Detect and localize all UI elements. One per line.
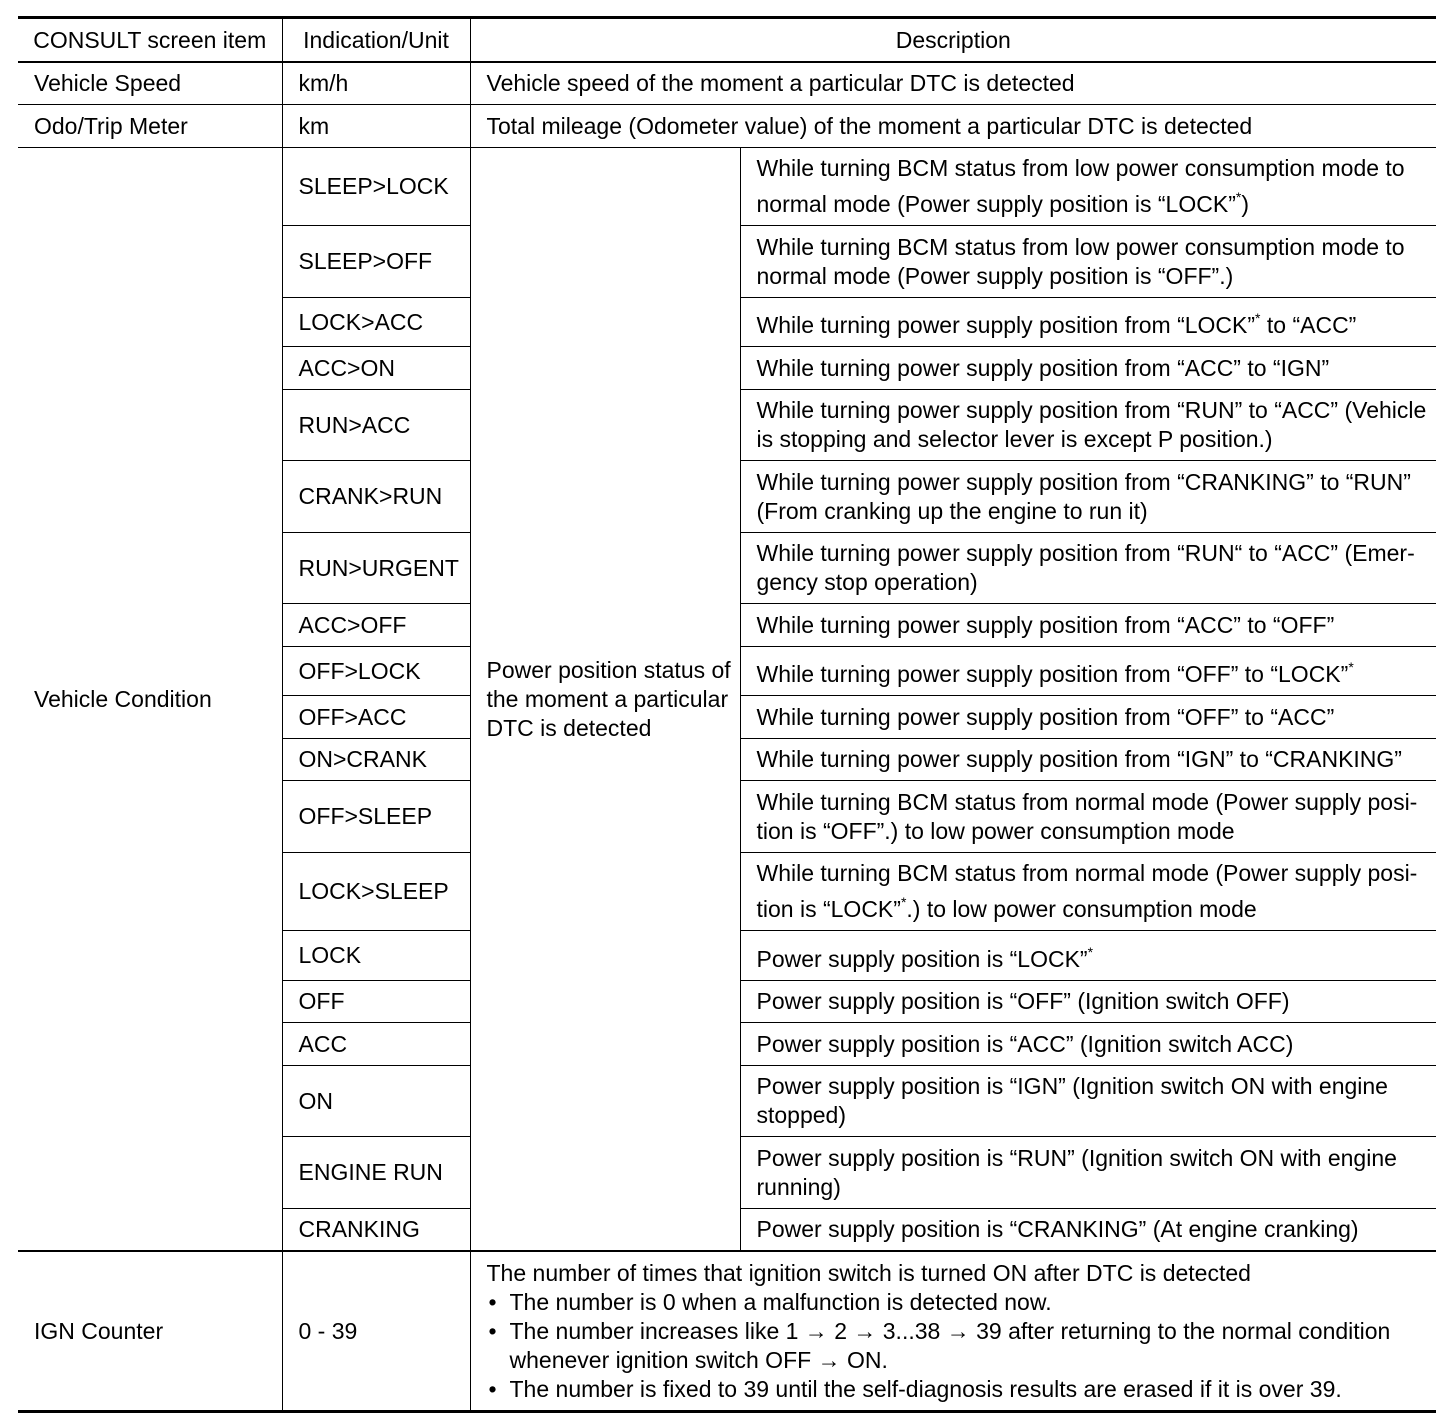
text-line: While turning BCM status from low power consumption mode to (756, 155, 1405, 181)
bullet-item (487, 1288, 1431, 1317)
state-description-cell (740, 532, 1436, 604)
indication-cell: ENGINE RUN (282, 1137, 470, 1209)
text-segment: to “ACC” (1260, 312, 1357, 338)
state-description-cell (740, 461, 1436, 533)
state-description-cell (740, 1065, 1436, 1137)
indication-cell: LOCK (282, 931, 470, 981)
text-line: tion is “OFF”.) to low power consumption mode (756, 817, 1235, 844)
indication-cell: RUN>ACC (282, 389, 470, 461)
ign-counter-intro: The number of times that ignition switch is turned ON after DTC is detected (486, 1259, 1251, 1286)
vehicle-condition-row (18, 147, 1436, 226)
text-line: The number is 0 when a malfunction is detected now. (509, 1288, 1052, 1315)
text-line: DTC is detected (486, 714, 652, 741)
consult-data-table (18, 16, 1436, 1413)
text-line (757, 888, 1431, 924)
text-line (757, 183, 1431, 219)
state-description-cell (740, 931, 1436, 981)
text-line: running) (756, 1173, 841, 1200)
state-description-cell (740, 297, 1436, 347)
text-segment: .) to low power consumption mode (906, 896, 1257, 922)
state-description-cell (740, 646, 1436, 696)
text-line: While turning power supply position from “RUN” to “ACC” (Vehicle (756, 397, 1427, 423)
state-description-cell (740, 781, 1436, 853)
text-line: the moment a particular (486, 685, 729, 712)
indication-cell: OFF>SLEEP (282, 781, 470, 853)
indication-cell: OFF>ACC (282, 696, 470, 739)
text-line: stopped) (756, 1102, 847, 1128)
text-line: While turning power supply position from “IGN” to “CRANKING” (756, 746, 1402, 772)
text-segment: While turning power supply position from “OFF” to “LOCK” (756, 661, 1349, 687)
text-line: whenever ignition switch OFF → ON. (509, 1346, 888, 1373)
footnote-asterisk: * (1087, 943, 1094, 960)
indication-cell: OFF>LOCK (282, 646, 470, 696)
text-line: While turning power supply position from “ACC” to “OFF” (756, 611, 1335, 638)
text-line: While turning power supply position from “RUN“ to “ACC” (Emer- (756, 540, 1415, 566)
text-line: Power supply position is “IGN” (Ignition switch ON with engine (756, 1073, 1388, 1099)
indication-cell: ON (282, 1065, 470, 1137)
text-line (757, 653, 1431, 689)
indication-cell: RUN>URGENT (282, 532, 470, 604)
indication-unit-cell: km (282, 105, 470, 148)
bullet-mark: • (488, 1375, 497, 1402)
text-line: is stopping and selector lever is except P position.) (756, 426, 1273, 452)
table-header (18, 18, 1436, 62)
text-line: gency stop operation) (756, 569, 978, 595)
text-line: While turning power supply position from “ACC” to “IGN” (756, 354, 1330, 381)
text-line: (From cranking up the engine to run it) (756, 497, 1148, 524)
description-cell: Total mileage (Odometer value) of the moment a particular DTC is detected (470, 105, 1436, 148)
indication-cell: ACC>OFF (282, 604, 470, 647)
footnote-asterisk: * (1255, 310, 1261, 326)
text-line: Power position status of (486, 656, 731, 683)
consult-data-table-wrapper (18, 16, 1436, 1413)
indication-cell: ACC>ON (282, 347, 470, 390)
table-row (18, 105, 1436, 148)
text-line: normal mode (Power supply position is “OFF”.) (756, 262, 1234, 289)
description-cell: Vehicle speed of the moment a particular DTC is detected (470, 62, 1436, 105)
text-line: The number is fixed to 39 until the self-diagnosis results are erased if it is over 39. (509, 1375, 1342, 1402)
text-segment: Power supply position is “LOCK” (756, 945, 1088, 972)
indication-unit-cell: km/h (282, 62, 470, 105)
indication-cell: SLEEP>LOCK (282, 147, 470, 226)
text-segment: While turning power supply position from “LOCK” (756, 312, 1256, 338)
footnote-asterisk: * (1348, 659, 1354, 675)
footnote-asterisk: * (1235, 189, 1242, 205)
bullet-mark: • (488, 1317, 497, 1344)
state-description-cell (740, 226, 1436, 298)
text-segment: tion is “LOCK” (756, 896, 901, 922)
table-body (18, 62, 1436, 1412)
header-row (18, 18, 1436, 62)
indication-cell: CRANK>RUN (282, 461, 470, 533)
item-name-cell: IGN Counter (18, 1251, 282, 1411)
indication-cell: LOCK>SLEEP (282, 852, 470, 931)
state-description-cell (740, 389, 1436, 461)
text-line: The number increases like 1 → 2 → 3...38 → 39 after returning to the normal condition (509, 1317, 1391, 1344)
text-line (757, 304, 1431, 340)
header-description: Description (470, 18, 1436, 62)
text-line: Power supply position is “RUN” (Ignition switch ON with engine (756, 1144, 1397, 1171)
footnote-asterisk: * (900, 894, 907, 910)
text-line: Power supply position is “CRANKING” (At engine cranking) (756, 1216, 1359, 1242)
text-line (757, 938, 1431, 974)
state-description-cell (740, 1137, 1436, 1209)
text-line: While turning power supply position from “OFF” to “ACC” (756, 703, 1335, 730)
indication-unit-cell: 0 - 39 (282, 1251, 470, 1411)
state-description-cell (740, 696, 1436, 739)
text-line: While turning BCM status from normal mode (Power supply posi- (756, 788, 1418, 815)
text-line: Power supply position is “OFF” (Ignition switch OFF) (756, 988, 1290, 1014)
state-description-cell (740, 738, 1436, 781)
state-description-cell (740, 1208, 1436, 1251)
indication-cell: OFF (282, 980, 470, 1023)
state-description-cell (740, 147, 1436, 226)
vehicle-condition-summary-cell (470, 147, 740, 1251)
text-line: Power supply position is “ACC” (Ignition switch ACC) (756, 1030, 1294, 1057)
item-name-cell: Odo/Trip Meter (18, 105, 282, 148)
state-description-cell (740, 604, 1436, 647)
bullet-mark: • (488, 1288, 497, 1315)
indication-cell: ON>CRANK (282, 738, 470, 781)
ign-counter-description-cell (470, 1251, 1436, 1411)
indication-cell: ACC (282, 1023, 470, 1066)
text-line: While turning power supply position from “CRANKING” to “RUN” (756, 468, 1411, 495)
indication-cell: LOCK>ACC (282, 297, 470, 347)
state-description-cell (740, 980, 1436, 1023)
item-name-cell: Vehicle Condition (18, 147, 282, 1251)
text-segment: ) (1241, 191, 1249, 217)
state-description-cell (740, 852, 1436, 931)
item-name-cell: Vehicle Speed (18, 62, 282, 105)
header-indication-unit: Indication/Unit (282, 18, 470, 62)
header-consult-screen-item: CONSULT screen item (18, 18, 282, 62)
table-row (18, 62, 1436, 105)
text-segment: normal mode (Power supply position is “LOCK” (756, 191, 1236, 217)
state-description-cell (740, 1023, 1436, 1066)
text-line: While turning BCM status from low power consumption mode to (756, 233, 1405, 260)
text-line: While turning BCM status from normal mode (Power supply posi- (756, 860, 1418, 886)
indication-cell: SLEEP>OFF (282, 226, 470, 298)
bullet-item (487, 1375, 1431, 1404)
bullet-item (487, 1317, 1431, 1375)
state-description-cell (740, 347, 1436, 390)
indication-cell: CRANKING (282, 1208, 470, 1251)
ign-counter-row (18, 1251, 1436, 1411)
